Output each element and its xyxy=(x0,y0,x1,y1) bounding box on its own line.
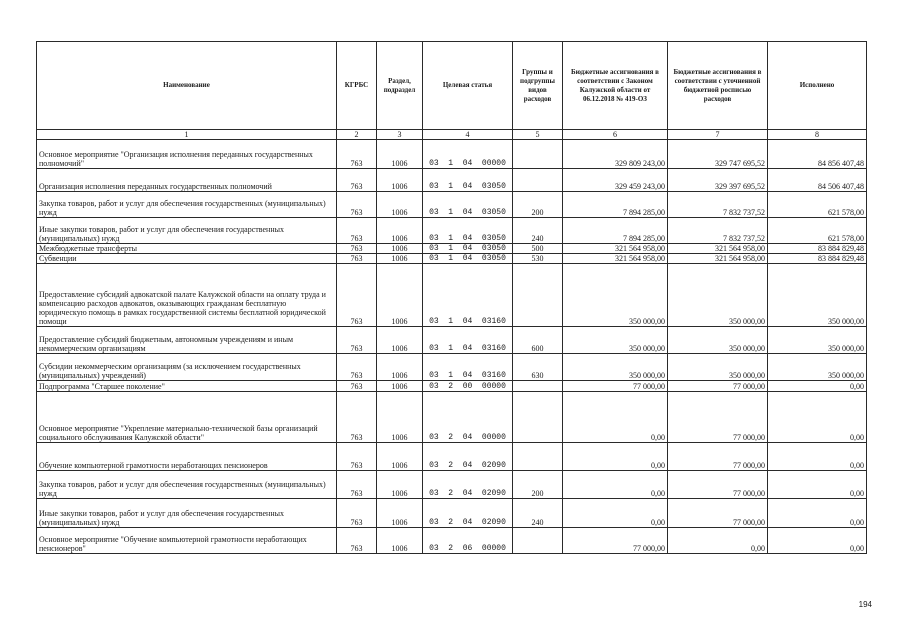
header-kgrbs: КГРБС xyxy=(337,42,377,130)
row-section: 1006 xyxy=(377,443,423,471)
row-section: 1006 xyxy=(377,169,423,192)
row-section: 1006 xyxy=(377,327,423,354)
row-law: 0,00 xyxy=(563,499,668,528)
row-executed: 83 884 829,48 xyxy=(768,244,867,254)
row-refined: 7 832 737,52 xyxy=(668,192,768,218)
row-kgrbs: 763 xyxy=(337,327,377,354)
row-vr xyxy=(513,140,563,169)
row-refined: 77 000,00 xyxy=(668,381,768,392)
row-law: 77 000,00 xyxy=(563,381,668,392)
row-name: Основное мероприятие "Обучение компьютерной грамотности неработающих пенсионеров" xyxy=(37,528,337,554)
table-row xyxy=(37,443,867,471)
row-law: 321 564 958,00 xyxy=(563,244,668,254)
row-vr xyxy=(513,169,563,192)
row-law: 0,00 xyxy=(563,471,668,499)
row-kgrbs: 763 xyxy=(337,140,377,169)
row-refined: 350 000,00 xyxy=(668,327,768,354)
row-target: 03 1 04 03160 xyxy=(423,264,513,327)
row-target: 03 2 00 00000 xyxy=(423,381,513,392)
row-vr xyxy=(513,443,563,471)
row-executed: 350 000,00 xyxy=(768,264,867,327)
row-refined: 77 000,00 xyxy=(668,443,768,471)
budget-table xyxy=(36,41,867,554)
table-row xyxy=(37,392,867,443)
row-kgrbs: 763 xyxy=(337,192,377,218)
row-executed: 0,00 xyxy=(768,528,867,554)
row-refined: 77 000,00 xyxy=(668,392,768,443)
row-law: 77 000,00 xyxy=(563,528,668,554)
row-vr: 530 xyxy=(513,254,563,264)
row-vr xyxy=(513,528,563,554)
row-section: 1006 xyxy=(377,392,423,443)
row-vr: 240 xyxy=(513,218,563,244)
row-executed: 0,00 xyxy=(768,381,867,392)
table-row xyxy=(37,499,867,528)
row-law: 0,00 xyxy=(563,443,668,471)
row-law: 329 809 243,00 xyxy=(563,140,668,169)
row-kgrbs: 763 xyxy=(337,528,377,554)
table-row xyxy=(37,254,867,264)
row-name: Основное мероприятие "Укрепление материально-технической базы организаций социального обслуживания Калужской области" xyxy=(37,392,337,443)
row-target: 03 1 04 03050 xyxy=(423,244,513,254)
column-number: 3 xyxy=(377,130,423,140)
row-kgrbs: 763 xyxy=(337,169,377,192)
column-number-row xyxy=(37,130,867,140)
row-name: Предоставление субсидий адвокатской палате Калужской области на оплату труда и компенсацию расходов адвокатов, оказывающих гражданам бесплатную юридическую помощь в рамках государственной системы бесплатной юридической помощи xyxy=(37,264,337,327)
table-row xyxy=(37,264,867,327)
row-section: 1006 xyxy=(377,254,423,264)
row-section: 1006 xyxy=(377,140,423,169)
header-target: Целевая статья xyxy=(423,42,513,130)
row-law: 350 000,00 xyxy=(563,264,668,327)
row-kgrbs: 763 xyxy=(337,354,377,381)
header-section: Раздел, подраздел xyxy=(377,42,423,130)
row-refined: 0,00 xyxy=(668,528,768,554)
column-number: 6 xyxy=(563,130,668,140)
row-section: 1006 xyxy=(377,264,423,327)
row-kgrbs: 763 xyxy=(337,381,377,392)
row-kgrbs: 763 xyxy=(337,244,377,254)
row-name: Субсидии некоммерческим организациям (за исключением государственных (муниципальных) учреждений) xyxy=(37,354,337,381)
row-section: 1006 xyxy=(377,499,423,528)
row-vr: 630 xyxy=(513,354,563,381)
row-executed: 0,00 xyxy=(768,392,867,443)
row-name: Иные закупки товаров, работ и услуг для обеспечения государственных (муниципальных) нужд xyxy=(37,218,337,244)
table-row xyxy=(37,140,867,169)
row-vr: 500 xyxy=(513,244,563,254)
row-vr: 200 xyxy=(513,471,563,499)
row-vr xyxy=(513,264,563,327)
row-target: 03 2 04 02090 xyxy=(423,499,513,528)
row-target: 03 2 04 02090 xyxy=(423,471,513,499)
row-section: 1006 xyxy=(377,244,423,254)
row-refined: 7 832 737,52 xyxy=(668,218,768,244)
row-name: Межбюджетные трансферты xyxy=(37,244,337,254)
row-kgrbs: 763 xyxy=(337,392,377,443)
row-name: Закупка товаров, работ и услуг для обеспечения государственных (муниципальных) нужд xyxy=(37,471,337,499)
row-law: 0,00 xyxy=(563,392,668,443)
row-law: 350 000,00 xyxy=(563,354,668,381)
row-name: Закупка товаров, работ и услуг для обеспечения государственных (муниципальных) нужд xyxy=(37,192,337,218)
row-name: Обучение компьютерной грамотности неработающих пенсионеров xyxy=(37,443,337,471)
row-target: 03 1 04 03050 xyxy=(423,254,513,264)
row-section: 1006 xyxy=(377,354,423,381)
row-refined: 321 564 958,00 xyxy=(668,254,768,264)
table-row xyxy=(37,327,867,354)
row-target: 03 1 04 03160 xyxy=(423,327,513,354)
table-row xyxy=(37,192,867,218)
row-refined: 77 000,00 xyxy=(668,499,768,528)
row-kgrbs: 763 xyxy=(337,499,377,528)
row-refined: 350 000,00 xyxy=(668,354,768,381)
row-section: 1006 xyxy=(377,192,423,218)
page-number: 194 xyxy=(858,600,872,609)
row-executed: 621 578,00 xyxy=(768,192,867,218)
row-section: 1006 xyxy=(377,381,423,392)
table-row xyxy=(37,244,867,254)
row-executed: 84 506 407,48 xyxy=(768,169,867,192)
row-law: 350 000,00 xyxy=(563,327,668,354)
row-executed: 350 000,00 xyxy=(768,327,867,354)
column-number: 1 xyxy=(37,130,337,140)
table-row xyxy=(37,528,867,554)
row-target: 03 1 04 00000 xyxy=(423,140,513,169)
row-vr: 600 xyxy=(513,327,563,354)
table-row xyxy=(37,169,867,192)
header-groups: Группы и подгруппы видов расходов xyxy=(513,42,563,130)
column-number: 2 xyxy=(337,130,377,140)
header-name: Наименование xyxy=(37,42,337,130)
row-refined: 329 397 695,52 xyxy=(668,169,768,192)
table-row xyxy=(37,218,867,244)
table-row xyxy=(37,471,867,499)
row-executed: 0,00 xyxy=(768,471,867,499)
row-refined: 329 747 695,52 xyxy=(668,140,768,169)
row-vr: 240 xyxy=(513,499,563,528)
row-target: 03 1 04 03160 xyxy=(423,354,513,381)
row-executed: 621 578,00 xyxy=(768,218,867,244)
row-refined: 321 564 958,00 xyxy=(668,244,768,254)
column-number: 8 xyxy=(768,130,867,140)
row-law: 329 459 243,00 xyxy=(563,169,668,192)
row-executed: 350 000,00 xyxy=(768,354,867,381)
row-name: Подпрограмма "Старшее поколение" xyxy=(37,381,337,392)
row-target: 03 2 06 00000 xyxy=(423,528,513,554)
row-law: 7 894 285,00 xyxy=(563,218,668,244)
row-kgrbs: 763 xyxy=(337,264,377,327)
row-kgrbs: 763 xyxy=(337,254,377,264)
column-number: 4 xyxy=(423,130,513,140)
row-kgrbs: 763 xyxy=(337,218,377,244)
row-executed: 0,00 xyxy=(768,443,867,471)
row-executed: 84 856 407,48 xyxy=(768,140,867,169)
header-row xyxy=(37,42,867,130)
header-executed: Исполнено xyxy=(768,42,867,130)
row-target: 03 2 04 02090 xyxy=(423,443,513,471)
row-refined: 350 000,00 xyxy=(668,264,768,327)
header-refined: Бюджетные ассигнования в соответствии с уточненной бюджетной росписью расходов xyxy=(668,42,768,130)
table-row xyxy=(37,381,867,392)
row-law: 321 564 958,00 xyxy=(563,254,668,264)
row-vr xyxy=(513,392,563,443)
row-kgrbs: 763 xyxy=(337,471,377,499)
row-target: 03 1 04 03050 xyxy=(423,218,513,244)
row-section: 1006 xyxy=(377,471,423,499)
row-kgrbs: 763 xyxy=(337,443,377,471)
row-section: 1006 xyxy=(377,528,423,554)
column-number: 5 xyxy=(513,130,563,140)
row-law: 7 894 285,00 xyxy=(563,192,668,218)
row-name: Основное мероприятие "Организация исполнения переданных государственных полномочий" xyxy=(37,140,337,169)
row-target: 03 1 04 03050 xyxy=(423,192,513,218)
row-target: 03 2 04 00000 xyxy=(423,392,513,443)
row-name: Организация исполнения переданных государственных полномочий xyxy=(37,169,337,192)
row-vr xyxy=(513,381,563,392)
table-row xyxy=(37,354,867,381)
row-target: 03 1 04 03050 xyxy=(423,169,513,192)
row-refined: 77 000,00 xyxy=(668,471,768,499)
row-name: Субвенции xyxy=(37,254,337,264)
column-number: 7 xyxy=(668,130,768,140)
row-name: Предоставление субсидий бюджетным, автономным учреждениям и иным некоммерческим организациям xyxy=(37,327,337,354)
row-executed: 0,00 xyxy=(768,499,867,528)
row-vr: 200 xyxy=(513,192,563,218)
row-executed: 83 884 829,48 xyxy=(768,254,867,264)
header-law: Бюджетные ассигнования в соответствии с Законом Калужской области от 06.12.2018 № 419-ОЗ xyxy=(563,42,668,130)
row-section: 1006 xyxy=(377,218,423,244)
row-name: Иные закупки товаров, работ и услуг для обеспечения государственных (муниципальных) нужд xyxy=(37,499,337,528)
